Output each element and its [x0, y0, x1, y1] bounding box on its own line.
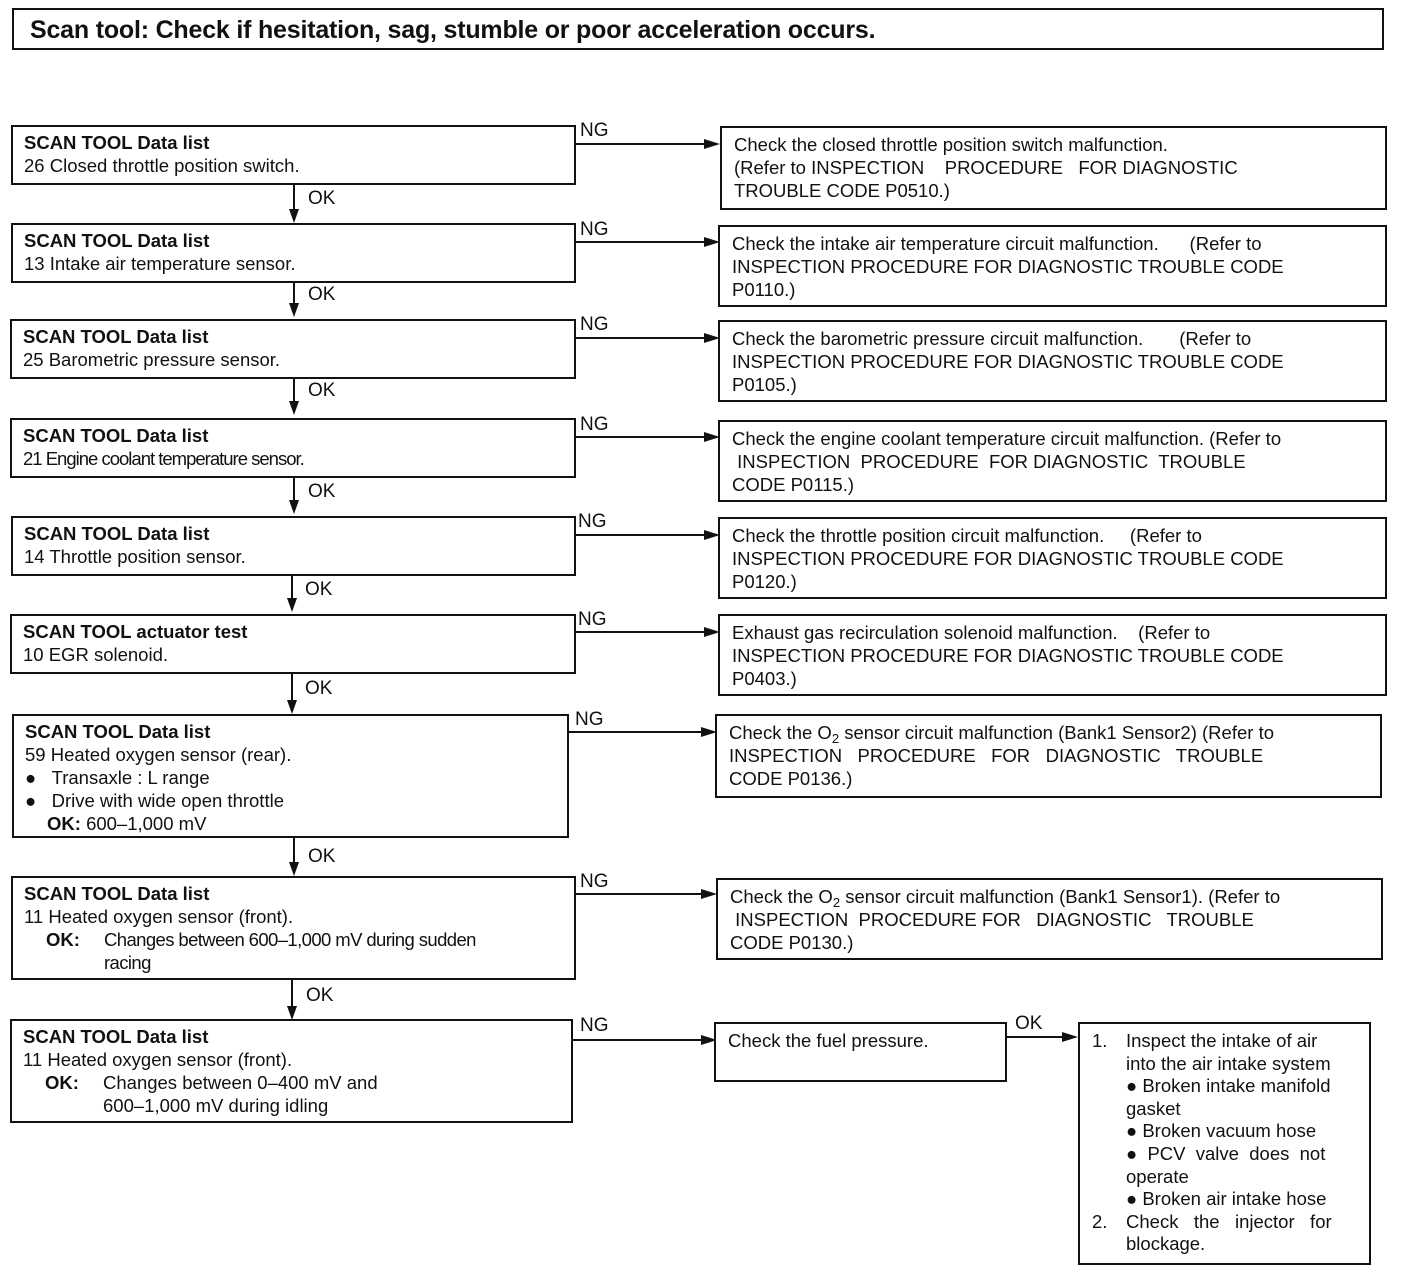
ng-label: NG — [575, 709, 604, 730]
ng-connector — [576, 143, 706, 145]
ok-connector — [1007, 1036, 1064, 1038]
ok-connector — [291, 980, 293, 1006]
arrow-down-icon — [289, 862, 299, 876]
ok-label: OK — [306, 985, 334, 1006]
ng-connector — [576, 534, 706, 536]
final-item-1: 1. Inspect the intake of air into the air intake system ● Broken intake manifold gasket ● Broken vacuum hose ● PCV valve does not operate ● Broken air intake hose — [1092, 1030, 1331, 1210]
step-line: 26 Closed throttle position switch. — [24, 155, 300, 176]
arrow-down-icon — [287, 1006, 297, 1020]
title-box — [12, 8, 1384, 50]
ok-label: OK — [305, 579, 333, 600]
ng-connector — [569, 731, 703, 733]
ok-connector — [291, 576, 293, 600]
final-action-box — [1078, 1022, 1371, 1265]
ok-connector — [291, 674, 293, 700]
ok-connector — [293, 185, 295, 211]
step-7-ng-result: Check the $O_2$ sensor circuit malfunction (Bank1 Sensor2) (Refer to INSPECTION PROCEDURE FOR DIAGNOSTIC TROUBLE CODE P0136.) — [715, 714, 1382, 798]
step-header: SCAN TOOL Data list — [24, 132, 210, 153]
ok-label: OK — [308, 846, 336, 867]
step-2-box: SCAN TOOL Data list 13 Intake air temperature sensor. — [11, 223, 576, 283]
ng-connector — [576, 337, 706, 339]
ng-label: NG — [580, 219, 609, 240]
step-8-ng-result: Check the $O_2$ sensor circuit malfunction (Bank1 Sensor1). (Refer to INSPECTION PROCEDURE FOR DIAGNOSTIC TROUBLE CODE P0130.) — [716, 878, 1383, 960]
arrow-down-icon — [289, 401, 299, 415]
ng-label: NG — [578, 511, 607, 532]
ok-label: OK — [305, 678, 333, 699]
arrow-right-icon — [1062, 1032, 1078, 1042]
ng-label: NG — [580, 1015, 609, 1036]
ng-label: NG — [580, 414, 609, 435]
step-2-ng-result: Check the intake air temperature circuit malfunction. (Refer to INSPECTION PROCEDURE FOR DIAGNOSTIC TROUBLE CODE P0110.) — [718, 225, 1387, 307]
step-1-ng-result: Check the closed throttle position switch malfunction. (Refer to INSPECTION PROCEDURE FOR DIAGNOSTIC TROUBLE CODE P0510.) — [720, 126, 1387, 210]
arrow-down-icon — [289, 500, 299, 514]
arrow-right-icon — [704, 139, 720, 149]
step-5-box: SCAN TOOL Data list 14 Throttle position sensor. — [11, 516, 576, 576]
ok-connector — [293, 838, 295, 864]
arrow-down-icon — [289, 303, 299, 317]
ok-label: OK — [308, 284, 336, 305]
ok-connector — [293, 283, 295, 305]
step-4-ng-result: Check the engine coolant temperature circuit malfunction. (Refer to INSPECTION PROCEDURE FOR DIAGNOSTIC TROUBLE CODE P0115.) — [718, 420, 1387, 502]
fuel-pressure-box: Check the fuel pressure. — [714, 1022, 1007, 1082]
step-3-ng-result: Check the barometric pressure circuit malfunction. (Refer to INSPECTION PROCEDURE FOR DIAGNOSTIC TROUBLE CODE P0105.) — [718, 320, 1387, 402]
ng-label: NG — [580, 314, 609, 335]
ng-label: NG — [580, 871, 609, 892]
condition-bullet: ● Transaxle : L range — [25, 767, 210, 788]
page-title: Scan tool: Check if hesitation, sag, stumble or poor acceleration occurs. — [30, 16, 876, 44]
ng-label: NG — [578, 609, 607, 630]
step-8-box: SCAN TOOL Data list 11 Heated oxygen sensor (front). OK: Changes between 600–1,000 mV during sudden racing — [11, 876, 576, 980]
step-9-box: SCAN TOOL Data list 11 Heated oxygen sensor (front). OK: Changes between 0–400 mV and 600–1,000 mV during idling — [10, 1019, 573, 1123]
ng-label: NG — [580, 120, 609, 141]
arrow-down-icon — [289, 209, 299, 223]
ok-label: OK — [308, 188, 336, 209]
ok-connector — [293, 478, 295, 502]
step-6-box: SCAN TOOL actuator test 10 EGR solenoid. — [10, 614, 576, 674]
step-5-ng-result: Check the throttle position circuit malfunction. (Refer to INSPECTION PROCEDURE FOR DIAGNOSTIC TROUBLE CODE P0120.) — [718, 517, 1387, 599]
ng-connector — [576, 241, 706, 243]
ng-connector — [576, 436, 706, 438]
ng-connector — [576, 631, 706, 633]
ng-connector — [576, 893, 703, 895]
ok-label: OK — [308, 380, 336, 401]
step-1-box — [11, 125, 576, 185]
step-3-box: SCAN TOOL Data list 25 Barometric pressure sensor. — [10, 319, 576, 379]
ok-label: OK — [308, 481, 336, 502]
step-4-box: SCAN TOOL Data list 21 Engine coolant temperature sensor. — [10, 418, 576, 478]
condition-bullet: ● Drive with wide open throttle — [25, 790, 284, 811]
step-6-ng-result: Exhaust gas recirculation solenoid malfunction. (Refer to INSPECTION PROCEDURE FOR DIAGNOSTIC TROUBLE CODE P0403.) — [718, 614, 1387, 696]
final-item-2: 2. Check the injector for blockage. — [1092, 1210, 1332, 1255]
ng-connector — [573, 1039, 703, 1041]
step-7-box: SCAN TOOL Data list 59 Heated oxygen sensor (rear). ● Transaxle : L range ● Drive with wide open throttle OK: 600–1,000 mV — [12, 714, 569, 838]
arrow-down-icon — [287, 700, 297, 714]
arrow-down-icon — [287, 598, 297, 612]
ok-connector — [293, 379, 295, 403]
ok-label: OK — [1015, 1013, 1043, 1034]
arrow-right-icon — [701, 889, 717, 899]
